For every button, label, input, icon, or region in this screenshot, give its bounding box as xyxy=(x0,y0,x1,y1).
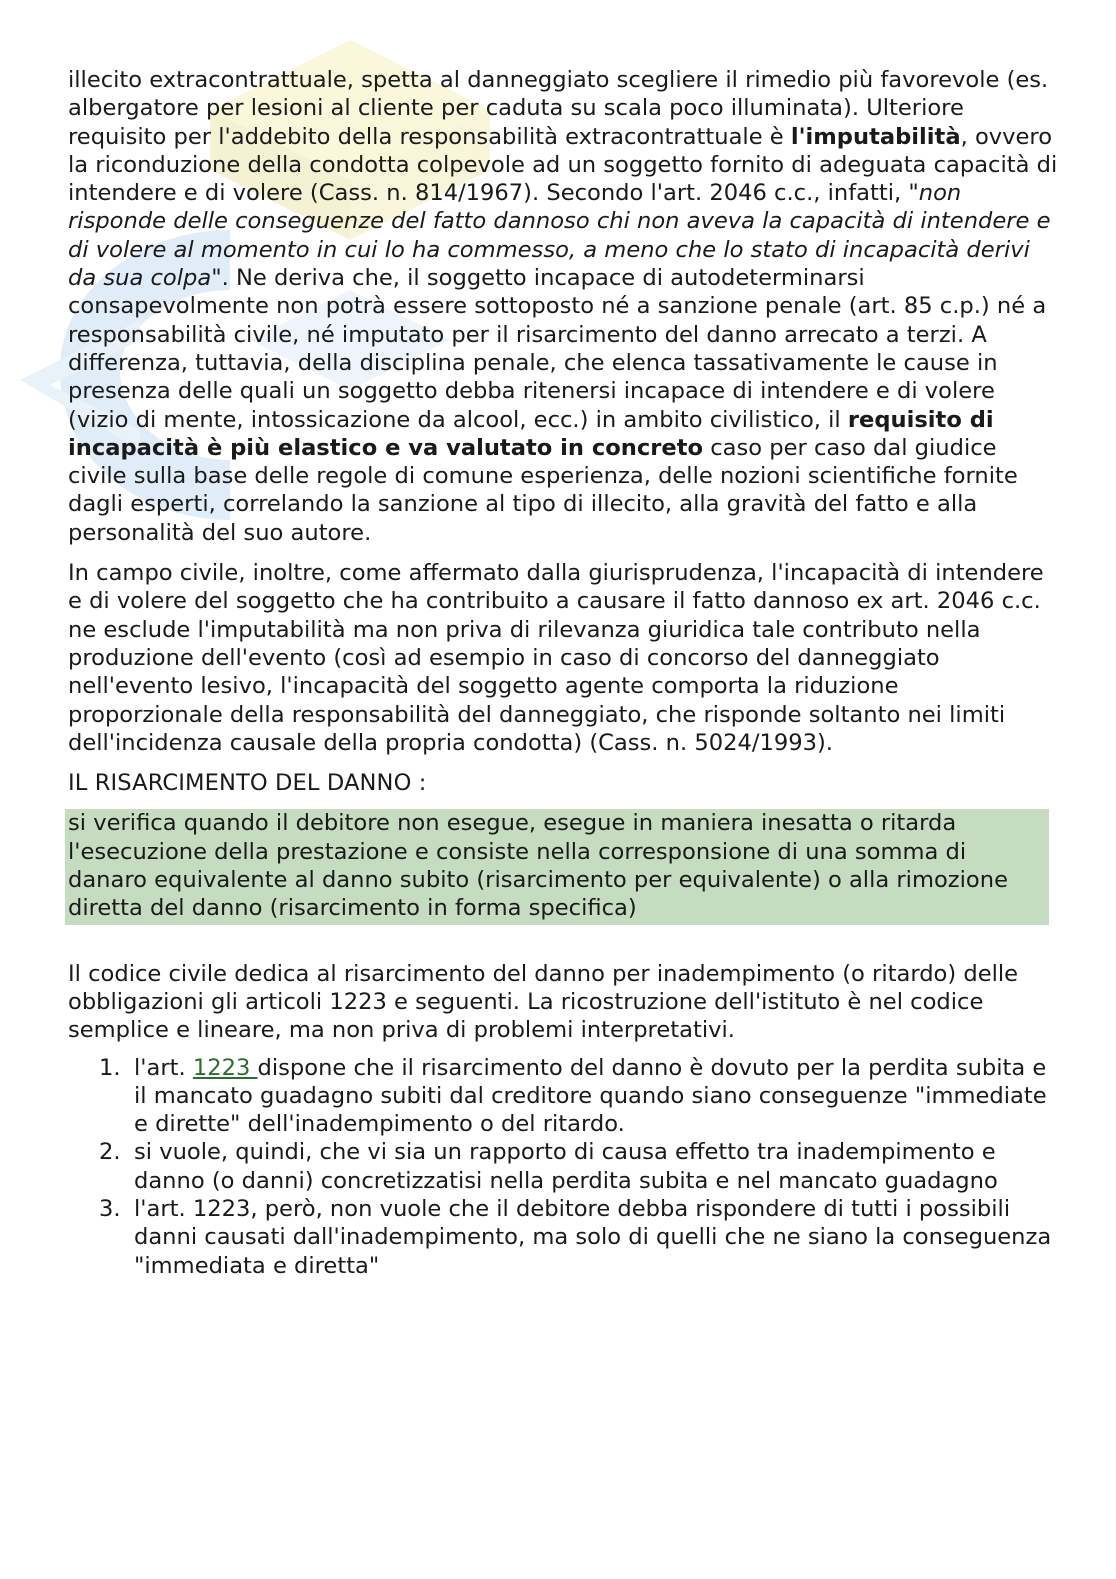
list-text: l'art. xyxy=(134,1054,193,1081)
paragraph-codice-civile: Il codice civile dedica al risarcimento del danno per inadempimento (o ritardo) delle obbligazioni gli articoli 1223 e seguenti. La ricostruzione dell'istituto è nel codice semplice e lineare, ma non priva di problemi interpretativi. xyxy=(68,960,1019,1044)
article-link[interactable]: 1223 xyxy=(192,1054,258,1081)
paragraph-text: , ovvero la riconduzione della condotta colpevole ad un soggetto fornito di adeguata capacità di intendere e di volere (Cass. n. 814/1967). Secondo l'art. 2046 c.c., infatti, " xyxy=(68,123,1058,207)
list-text: si vuole, quindi, che vi sia un rapporto di causa effetto tra inadempimento e danno (o danni) concretizzatisi nella perdita subita e nel mancato guadagno xyxy=(134,1139,998,1194)
section-heading: IL RISARCIMENTO DEL DANNO : xyxy=(68,770,427,797)
paragraph-text: caso per caso dal giudice civile sulla base delle regole di comune esperienza, delle nozioni scientifiche fornite dagli esperti, correlando la sanzione al tipo di illecito, alla gravità del fatto e alla personalità del suo autore. xyxy=(68,434,1018,546)
list-text: dispone che il risarcimento del danno è dovuto per la perdita subita e il mancato guadagno subiti dal creditore quando siano conseguenze "immediate e dirette" dell'inadempimento o del ritardo. xyxy=(134,1054,1047,1138)
list-number: 3. xyxy=(99,1195,121,1222)
italic-quote: non risponde delle conseguenze del fatto dannoso chi non aveva la capacità di intendere e di volere al momento in cui lo ha commesso, a meno che lo stato di incapacità derivi da sua colpa xyxy=(68,180,1051,292)
list-item xyxy=(68,1054,1058,1139)
bold-term: l'imputabilità xyxy=(790,123,961,150)
paragraph-text: ". Ne deriva che, il soggetto incapace di autodeterminarsi consapevolmente non potrà essere sottoposto né a sanzione penale (art. 85 c.p.) né a responsabilità civile, né imputato per il risarcimento del danno arrecato a terzi. A differenza, tuttavia, della disciplina penale, che elenca tassativamente le cause in presenza delle quali un soggetto debba ritenersi incapace di intendere e di volere (vizio di mente, intossicazione da alcool, ecc.) in ambito civilistico, il xyxy=(68,265,1047,433)
paragraph-imputabilita xyxy=(68,66,1058,547)
document-page xyxy=(68,66,1058,1280)
highlighted-definition: si verifica quando il debitore non esegue, esegue in maniera inesatta o ritarda l'esecuzione della prestazione e consiste nella corresponsione di una somma di danaro equivalente al danno subito (risarcimento per equivalente) o alla rimozione diretta del danno (risarcimento in forma specifica) xyxy=(65,809,1049,924)
list-number: 2. xyxy=(99,1139,121,1166)
list-item xyxy=(68,1195,1058,1280)
bold-term: requisito di incapacità è più elastico e va valutato in concreto xyxy=(68,406,994,461)
paragraph-text: illecito extracontrattuale, spetta al danneggiato scegliere il rimedio più favorevole (es. albergatore per lesioni al cliente per caduta su scala poco illuminata). Ulteriore requisito per l'addebito della responsabilità extracontrattuale è xyxy=(68,67,1049,150)
paragraph-campo-civile: In campo civile, inoltre, come affermato dalla giurisprudenza, l'incapacità di intendere e di volere del soggetto che ha contribuito a causare il fatto dannoso ex art. 2046 c.c. ne esclude l'imputabilità ma non priva di rilevanza giuridica tale contributo nella produzione dell'evento (così ad esempio in caso di concorso del danneggiato nell'evento lesivo, l'incapacità del soggetto agente comporta la riduzione proporzionale della responsabilità del danneggiato, che risponde soltanto nei limiti dell'incidenza causale della propria condotta) (Cass. n. 5024/1993). xyxy=(68,560,1044,756)
list-text: l'art. 1223, però, non vuole che il debitore debba rispondere di tutti i possibili danni causati dall'inadempimento, ma solo di quelli che ne siano la conseguenza "immediata e diretta" xyxy=(134,1195,1052,1279)
list-item xyxy=(68,1138,1058,1195)
numbered-list xyxy=(68,1054,1058,1280)
list-number: 1. xyxy=(99,1054,121,1081)
